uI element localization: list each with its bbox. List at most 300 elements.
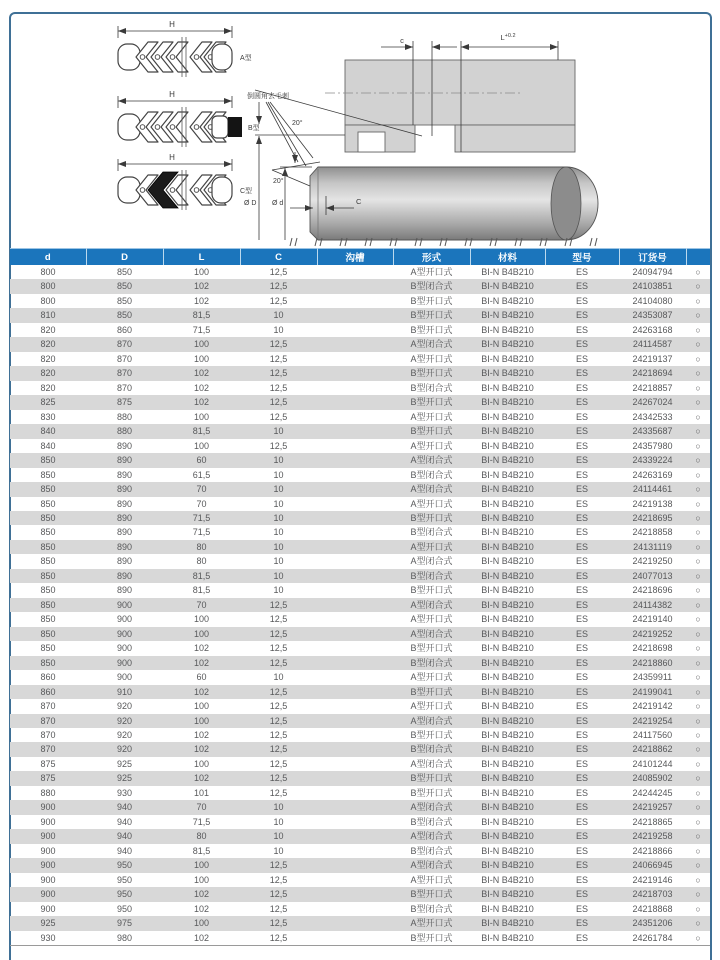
col-C: 10	[273, 324, 284, 335]
col-d: 840	[40, 426, 56, 437]
col-circle[interactable]: ○	[695, 903, 701, 914]
col-circle[interactable]: ○	[695, 541, 701, 552]
col-groove	[317, 453, 393, 467]
col-C: 12,5	[269, 932, 288, 943]
col-model: ES	[575, 498, 588, 509]
col-material: BI-N B4B210	[481, 281, 534, 292]
col-D: 900	[116, 628, 133, 639]
col-C: 10	[273, 541, 284, 552]
table-row	[10, 916, 710, 930]
col-L: 102	[193, 368, 210, 379]
col-L: 71,5	[192, 527, 211, 538]
col-order: 24219146	[632, 874, 673, 885]
col-order: 24219250	[632, 556, 673, 567]
table-row	[10, 554, 710, 568]
col-d: 870	[40, 744, 56, 755]
col-C: 12,5	[269, 860, 288, 871]
col-material: BI-N B4B210	[481, 860, 534, 871]
col-C: 10	[273, 816, 284, 827]
col-L: 61,5	[192, 469, 211, 480]
seal-stack-a	[118, 20, 252, 77]
col-material: BI-N B4B210	[481, 730, 534, 740]
col-circle[interactable]: ○	[695, 570, 701, 581]
col-material: BI-N B4B210	[481, 744, 534, 755]
col-groove	[317, 844, 393, 858]
col-D: 880	[116, 426, 133, 437]
col-groove	[317, 482, 393, 496]
col-L: 102	[193, 903, 210, 914]
col-model: ES	[575, 686, 588, 697]
col-material: BI-N B4B210	[481, 701, 534, 712]
col-groove	[317, 873, 393, 887]
col-L: 102	[193, 744, 210, 755]
col-L: 70	[196, 498, 207, 509]
col-circle[interactable]: ○	[695, 585, 701, 596]
rod-end-face	[551, 167, 581, 240]
table-row	[10, 815, 710, 829]
col-circle[interactable]: ○	[695, 324, 701, 335]
col-circle[interactable]: ○	[695, 686, 701, 697]
col-model: ES	[575, 816, 588, 827]
col-form: B型闭合式	[410, 527, 453, 538]
col-material: BI-N B4B210	[481, 498, 534, 509]
col-D: 920	[116, 730, 133, 740]
technical-drawing-area	[10, 12, 710, 248]
col-D: 890	[116, 585, 133, 596]
col-d: 870	[40, 730, 56, 740]
col-material: BI-N B4B210	[481, 440, 534, 451]
col-C: 12,5	[269, 397, 288, 408]
col-form: A型开口式	[410, 440, 453, 451]
col-model: ES	[575, 469, 588, 480]
col-L: 100	[193, 440, 210, 451]
table-body	[10, 265, 710, 946]
col-d: 830	[40, 411, 56, 422]
col-L: 100	[193, 860, 210, 871]
col-D: 950	[116, 874, 133, 885]
col-C: 12,5	[269, 903, 288, 914]
col-material: BI-N B4B210	[481, 585, 534, 596]
col-C: 12,5	[269, 643, 288, 654]
col-model: ES	[575, 484, 588, 495]
col-order: 24199041	[632, 686, 673, 697]
col-form: A型闭合式	[410, 831, 453, 842]
col-C: 12,5	[269, 281, 288, 292]
col-model: ES	[575, 802, 588, 813]
col-groove	[317, 728, 393, 742]
h-dim-label-c: H	[169, 153, 175, 162]
col-circle[interactable]: ○	[695, 831, 701, 842]
col-D: 870	[116, 382, 133, 393]
col-order: 24114382	[632, 599, 673, 610]
col-form: A型闭合式	[410, 860, 453, 871]
col-D: 900	[116, 672, 133, 683]
col-C: 12,5	[269, 744, 288, 755]
table-row	[10, 294, 710, 308]
col-C: 10	[273, 512, 284, 523]
col-circle[interactable]: ○	[695, 498, 701, 509]
col-model: ES	[575, 715, 588, 726]
col-groove	[317, 902, 393, 916]
col-groove	[317, 742, 393, 756]
col-order: 24351206	[632, 918, 673, 929]
col-C: 12,5	[269, 339, 288, 350]
col-D: 980	[116, 932, 133, 943]
col-C: 12,5	[269, 889, 288, 900]
col-D: 890	[116, 541, 133, 552]
col-C: 10	[273, 570, 284, 581]
col-d: 875	[40, 758, 56, 769]
col-model: ES	[575, 570, 588, 581]
col-d: 800	[40, 267, 56, 277]
col-D: 890	[116, 440, 133, 451]
col-material: BI-N B4B210	[481, 715, 534, 726]
col-groove	[317, 279, 393, 293]
table-row	[10, 583, 710, 597]
col-L: 100	[193, 874, 210, 885]
col-circle[interactable]: ○	[695, 599, 701, 610]
col-model: ES	[575, 267, 588, 277]
col-circle[interactable]: ○	[695, 874, 701, 885]
support-ring-black	[228, 117, 242, 137]
col-order: 24219140	[632, 614, 673, 625]
col-circle[interactable]: ○	[695, 672, 701, 683]
col-order: 24335687	[632, 426, 673, 437]
col-L: 70	[196, 484, 207, 495]
col-circle[interactable]: ○	[695, 614, 701, 625]
col-material: BI-N B4B210	[481, 556, 534, 567]
table-row	[10, 366, 710, 380]
col-d: 820	[40, 382, 56, 393]
col-groove	[317, 670, 393, 684]
col-material: BI-N B4B210	[481, 512, 534, 523]
col-circle[interactable]: ○	[695, 397, 701, 408]
stack-label-a: A型	[240, 55, 252, 62]
col-model: ES	[575, 324, 588, 335]
table-header-row	[10, 249, 710, 266]
col-model: ES	[575, 628, 588, 639]
col-model: ES	[575, 730, 588, 740]
col-model: ES	[575, 874, 588, 885]
col-groove	[317, 439, 393, 453]
col-L: 60	[196, 455, 207, 466]
col-L: 80	[196, 831, 207, 842]
col-circle[interactable]: ○	[695, 295, 701, 306]
col-order: 24218703	[632, 889, 673, 900]
col-model: ES	[575, 527, 588, 538]
col-circle[interactable]: ○	[695, 932, 701, 943]
col-groove	[317, 931, 393, 946]
col-circle[interactable]: ○	[695, 382, 701, 393]
col-model: ES	[575, 701, 588, 712]
col-D: 920	[116, 701, 133, 712]
col-order: 24077013	[632, 570, 673, 581]
table-row	[10, 525, 710, 539]
col-order: 24359911	[632, 672, 673, 683]
table-row	[10, 308, 710, 322]
col-form: A型闭合式	[410, 556, 453, 567]
col-material: BI-N B4B210	[481, 643, 534, 654]
col-d: 930	[40, 932, 56, 943]
col-d: 900	[40, 860, 56, 871]
col-D: 900	[116, 614, 133, 625]
table-row	[10, 540, 710, 554]
col-C: 12,5	[269, 701, 288, 712]
col-circle[interactable]: ○	[695, 889, 701, 900]
table-row	[10, 728, 710, 742]
angle-upper-label: 20°	[292, 120, 303, 127]
col-C: 12,5	[269, 686, 288, 697]
col-material: BI-N B4B210	[481, 918, 534, 929]
col-L: 102	[193, 397, 210, 408]
col-circle[interactable]: ○	[695, 267, 701, 277]
col-order: 24219258	[632, 831, 673, 842]
col-model: ES	[575, 744, 588, 755]
col-form: A型开口式	[410, 874, 453, 885]
col-C: 10	[273, 484, 284, 495]
header-d: d	[10, 249, 86, 266]
col-L: 102	[193, 295, 210, 306]
col-circle[interactable]: ○	[695, 860, 701, 871]
col-d: 810	[40, 310, 56, 321]
col-circle[interactable]: ○	[695, 758, 701, 769]
col-circle[interactable]: ○	[695, 643, 701, 654]
col-form: A型开口式	[410, 353, 453, 364]
col-groove	[317, 641, 393, 655]
col-form: B型开口式	[410, 426, 453, 437]
col-circle[interactable]: ○	[695, 787, 701, 798]
col-d: 800	[40, 281, 56, 292]
h-dim-label-b: H	[169, 90, 175, 99]
col-d: 850	[40, 498, 56, 509]
col-circle[interactable]: ○	[695, 368, 701, 379]
col-circle[interactable]: ○	[695, 628, 701, 639]
col-groove	[317, 540, 393, 554]
col-circle[interactable]: ○	[695, 310, 701, 321]
table-row	[10, 381, 710, 395]
col-d: 820	[40, 324, 56, 335]
stack-label-c: C型	[240, 188, 253, 195]
col-order: 24218868	[632, 903, 673, 914]
col-L: 100	[193, 411, 210, 422]
col-groove	[317, 598, 393, 612]
table-row	[10, 858, 710, 872]
table-row	[10, 656, 710, 670]
col-D: 950	[116, 889, 133, 900]
col-groove	[317, 887, 393, 901]
table-row	[10, 453, 710, 467]
col-form: B型开口式	[410, 397, 453, 408]
col-groove	[317, 771, 393, 785]
col-L: 102	[193, 643, 210, 654]
col-circle[interactable]: ○	[695, 701, 701, 712]
table-row	[10, 887, 710, 901]
col-D: 870	[116, 368, 133, 379]
col-circle[interactable]: ○	[695, 657, 701, 668]
col-circle[interactable]: ○	[695, 484, 701, 495]
col-L: 100	[193, 701, 210, 712]
col-groove	[317, 612, 393, 626]
col-D: 900	[116, 643, 133, 654]
header-L: L	[163, 249, 240, 266]
col-groove	[317, 381, 393, 395]
col-C: 10	[273, 426, 284, 437]
col-C: 10	[273, 672, 284, 683]
col-D: 890	[116, 455, 133, 466]
col-order: 24218698	[632, 643, 673, 654]
col-L: 70	[196, 802, 207, 813]
col-model: ES	[575, 657, 588, 668]
col-form: B型开口式	[410, 310, 453, 321]
col-d: 850	[40, 469, 56, 480]
l-dim-label: $L^{+0.2}$	[500, 33, 516, 42]
table-row	[10, 844, 710, 858]
col-material: BI-N B4B210	[481, 339, 534, 350]
col-material: BI-N B4B210	[481, 599, 534, 610]
header-model: 型号	[545, 249, 619, 266]
col-circle[interactable]: ○	[695, 730, 701, 740]
table-row	[10, 468, 710, 482]
seal-stack-b	[118, 90, 260, 147]
col-d: 900	[40, 903, 56, 914]
col-L: 101	[193, 787, 210, 798]
col-material: BI-N B4B210	[481, 382, 534, 393]
col-d: 850	[40, 628, 56, 639]
col-circle[interactable]: ○	[695, 773, 701, 784]
col-circle[interactable]: ○	[695, 918, 701, 929]
col-groove	[317, 525, 393, 539]
col-model: ES	[575, 368, 588, 379]
col-model: ES	[575, 758, 588, 769]
col-circle[interactable]: ○	[695, 744, 701, 755]
col-form: B型闭合式	[410, 903, 453, 914]
col-form: A型闭合式	[410, 802, 453, 813]
c-top-label: c	[400, 36, 404, 45]
col-L: 71,5	[192, 512, 211, 523]
col-groove	[317, 757, 393, 771]
col-circle[interactable]: ○	[695, 339, 701, 350]
col-L: 102	[193, 730, 210, 740]
col-d: 850	[40, 599, 56, 610]
c-rod-label: C	[356, 197, 362, 206]
col-model: ES	[575, 860, 588, 871]
table-row	[10, 337, 710, 351]
col-groove	[317, 699, 393, 713]
col-d: 900	[40, 889, 56, 900]
col-d: 850	[40, 614, 56, 625]
col-order: 24219138	[632, 498, 673, 509]
col-L: 81,5	[192, 585, 211, 596]
col-circle[interactable]: ○	[695, 281, 701, 292]
col-order: 24103851	[632, 281, 673, 292]
col-groove	[317, 786, 393, 800]
col-order: 24219252	[632, 628, 673, 639]
col-model: ES	[575, 889, 588, 900]
col-order: 24263168	[632, 324, 673, 335]
col-d: 860	[40, 686, 56, 697]
col-order: 24218862	[632, 744, 673, 755]
col-circle[interactable]: ○	[695, 527, 701, 538]
col-material: BI-N B4B210	[481, 889, 534, 900]
col-d: 820	[40, 339, 56, 350]
col-circle[interactable]: ○	[695, 411, 701, 422]
parts-table	[10, 248, 710, 946]
col-material: BI-N B4B210	[481, 484, 534, 495]
col-C: 10	[273, 455, 284, 466]
col-D: 910	[116, 686, 133, 697]
col-form: A型开口式	[410, 411, 453, 422]
col-material: BI-N B4B210	[481, 614, 534, 625]
col-C: 10	[273, 831, 284, 842]
col-L: 102	[193, 889, 210, 900]
col-circle[interactable]: ○	[695, 816, 701, 827]
col-form: A型闭合式	[410, 758, 453, 769]
h-dim-label-a: H	[169, 20, 175, 29]
col-D: 940	[116, 802, 133, 813]
col-d: 850	[40, 527, 56, 538]
col-circle[interactable]: ○	[695, 440, 701, 451]
col-material: BI-N B4B210	[481, 295, 534, 306]
col-C: 10	[273, 527, 284, 538]
col-d: 900	[40, 845, 56, 856]
col-L: 81,5	[192, 426, 211, 437]
col-L: 80	[196, 556, 207, 567]
col-form: A型闭合式	[410, 455, 453, 466]
col-d: 820	[40, 353, 56, 364]
col-circle[interactable]: ○	[695, 455, 701, 466]
col-circle[interactable]: ○	[695, 802, 701, 813]
col-groove	[317, 829, 393, 843]
table-row	[10, 497, 710, 511]
col-D: 880	[116, 411, 133, 422]
col-form: B型闭合式	[410, 570, 453, 581]
col-circle[interactable]: ○	[695, 715, 701, 726]
col-material: BI-N B4B210	[481, 397, 534, 408]
col-L: 71,5	[192, 816, 211, 827]
col-form: B型闭合式	[410, 744, 453, 755]
col-D: 900	[116, 599, 133, 610]
col-C: 12,5	[269, 715, 288, 726]
col-d: 900	[40, 874, 56, 885]
col-material: BI-N B4B210	[481, 541, 534, 552]
col-material: BI-N B4B210	[481, 628, 534, 639]
col-groove	[317, 627, 393, 641]
col-d: 825	[40, 397, 56, 408]
col-order: 24219254	[632, 715, 673, 726]
col-circle[interactable]: ○	[695, 426, 701, 437]
col-circle[interactable]: ○	[695, 353, 701, 364]
col-d: 850	[40, 643, 56, 654]
col-material: BI-N B4B210	[481, 874, 534, 885]
col-order: 24114587	[632, 339, 673, 350]
col-C: 12,5	[269, 918, 288, 929]
col-groove	[317, 800, 393, 814]
col-model: ES	[575, 541, 588, 552]
col-circle[interactable]: ○	[695, 469, 701, 480]
col-circle[interactable]: ○	[695, 512, 701, 523]
col-L: 100	[193, 353, 210, 364]
col-C: 10	[273, 310, 284, 321]
col-circle[interactable]: ○	[695, 845, 701, 856]
table-row	[10, 265, 710, 279]
angle-lower-label: 20°	[273, 178, 284, 185]
table-row	[10, 612, 710, 626]
table-row	[10, 685, 710, 699]
col-C: 12,5	[269, 614, 288, 625]
col-model: ES	[575, 281, 588, 292]
col-circle[interactable]: ○	[695, 556, 701, 567]
col-D: 925	[116, 773, 133, 784]
